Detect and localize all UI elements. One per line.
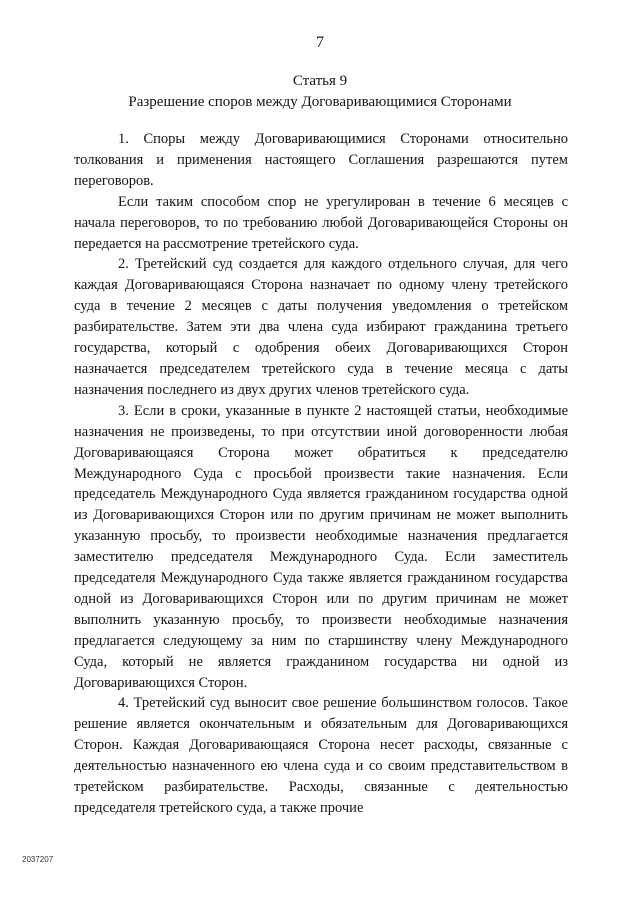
- paragraph-4: 4. Третейский суд выносит свое решение большинством голосов. Такое решение является окончательным и обязательным для Договаривающихся Сторон. Каждая Договаривающаяся Сторона несет расходы, связанные с деятельностью назначенного ею члена суда и со своим представительством в третейском разбирательстве. Расходы, связанные с деятельностью председателя третейского суда, а также прочие: [74, 695, 568, 816]
- paragraph-3: 3. Если в сроки, указанные в пункте 2 настоящей статьи, необходимые назначения не произведены, то при отсутствии иной договоренности любая Договаривающаяся Сторона может обратиться к председателю Международного Суда с просьбой произвести такие назначения. Если председатель Международного Суда является гражданином государства одной из Договаривающихся Сторон или по другим причинам не может выполнить указанную просьбу, то произвести необходимые назначения предлагается заместителю председателя Международного Суда. Если заместитель председателя Международного Суда также является гражданином государства одной из Договаривающихся Сторон или по другим причинам не может выполнить указанную просьбу, то произвести необходимые назначения предлагается следующему за ним по старшинству члену Международного Суда, который не является гражданином государства ни одной из Договаривающихся Сторон.: [74, 402, 568, 691]
- paragraph-1-continued: Если таким способом спор не урегулирован в течение 6 месяцев с начала переговоров, то по требованию любой Договаривающейся Стороны он передается на рассмотрение третейского суда.: [74, 193, 568, 252]
- page-number: 7: [316, 34, 324, 51]
- paragraph-2: 2. Третейский суд создается для каждого отдельного случая, для чего каждая Договаривающаяся Сторона назначает по одному члену третейского суда в течение 2 месяцев с даты получения уведомления о третейском разбирательстве. Затем эти два члена суда избирают гражданина третьего государства, который с одобрения обеих Договаривающихся Сторон назначается председателем третейского суда в течение месяца с даты назначения последнего из двух других членов третейского суда.: [74, 256, 568, 398]
- article-body: [74, 129, 568, 819]
- document-code: 2037207: [22, 855, 54, 864]
- article-subtitle: Разрешение споров между Договаривающимися Сторонами: [128, 94, 512, 110]
- article-title: Статья 9: [292, 73, 348, 89]
- paragraph-1: 1. Споры между Договаривающимися Сторонами относительно толкования и применения настоящего Соглашения разрешаются путем переговоров.: [74, 131, 568, 189]
